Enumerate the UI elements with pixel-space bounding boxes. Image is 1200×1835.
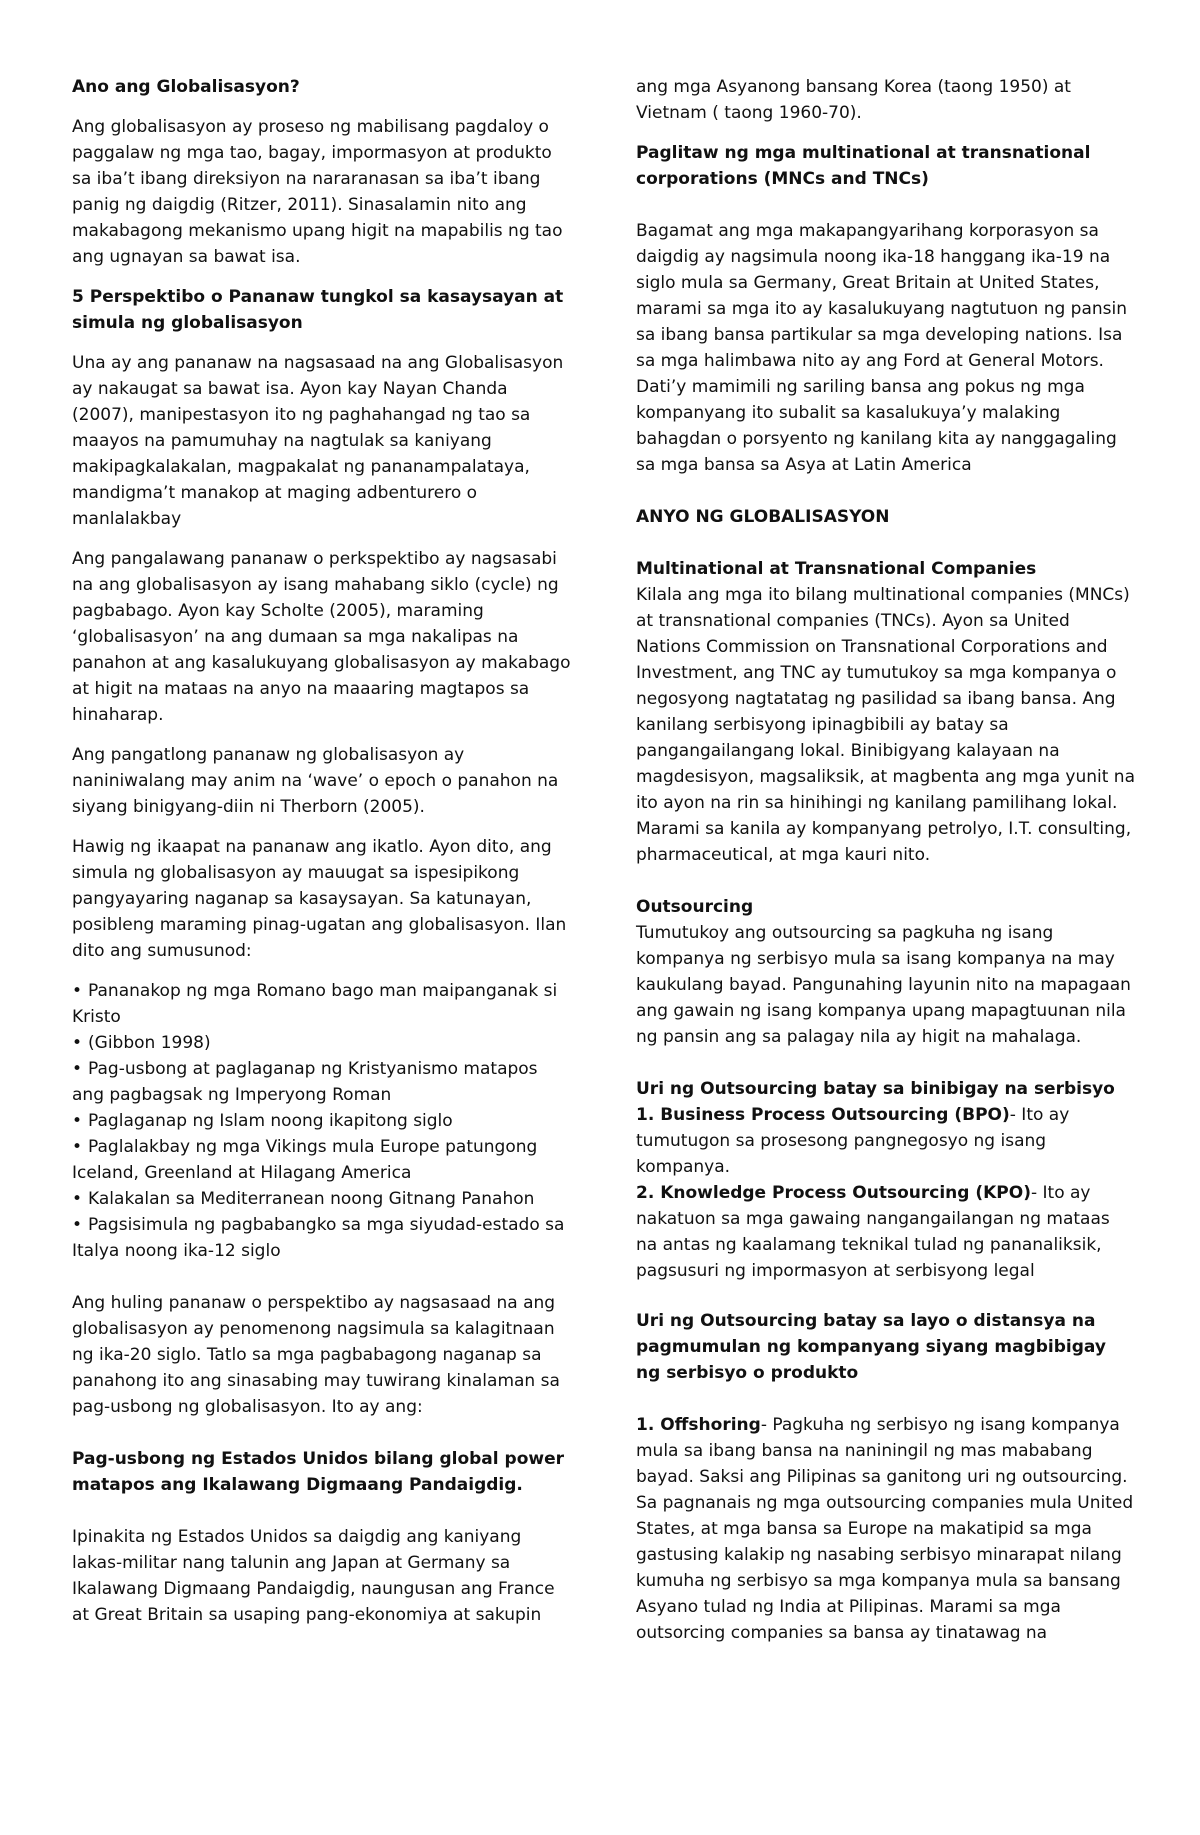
mnc-rise-paragraph: Bagamat ang mga makapangyarihang korporasyon sa daigdig ay nagsimula noong ika-18 hanggang ika-19 na siglo mula sa Germany, Great Britain at United States, marami sa mga ito ay kasalukuyang nagtutuon ng pansin sa ibang bansa partikular sa mga developing nations. Isa sa mga halimbawa nito ay ang Ford at General Motors. Dati’y mamimili ng sariling bansa ang pokus ng mga kompanyang ito subalit sa kasalukuya’y malaking bahagdan o porsyento ng kanilang kita ay nanggagaling sa mga bansa sa Asya at Latin America <box>636 221 1128 475</box>
continuation-paragraph: ang mga Asyanong bansang Korea (taong 1950) at Vietnam ( taong 1960-70). <box>636 77 1071 123</box>
spacer <box>72 1434 572 1446</box>
list-item-text: Paglaganap ng Islam noong ikapitong siglo <box>88 1111 453 1131</box>
bullet-icon: • <box>72 1059 83 1079</box>
bpo-label: 1. Business Process Outsourcing (BPO) <box>636 1105 1010 1125</box>
paragraph-huling-pananaw: Ang huling pananaw o perspektibo ay nagsasaad na ang globalisasyon ay penomenong nagsimula sa kalagitnaan ng ika-20 siglo. Tatlo sa mga pagbabagong naganap sa panahong ito ang sinasabing may tuwirang kinalaman sa pag-usbong ng globalisasyon. Ito ay ang: <box>72 1293 560 1417</box>
paragraph-ikaapat-na-pananaw: Hawig ng ikaapat na pananaw ang ikatlo. Ayon dito, ang simula ng globalisasyon ay mauugat sa ispesipikong pangyayaring naganap sa kasaysayan. Sa katunayan, posibleng maraming pinag-ugatan ang globalisasyon. Ilan dito ang sumusunod: <box>72 837 567 961</box>
outsourcing-heading: Outsourcing <box>636 897 754 917</box>
list-item <box>72 1134 572 1186</box>
bullet-icon: • <box>72 1137 83 1157</box>
offshoring-item <box>636 1412 1136 1646</box>
paragraph-estados-unidos: Ipinakita ng Estados Unidos sa daigdig ang kaniyang lakas-militar nang talunin ang Japan at Germany sa Ikalawang Digmaang Pandaigdig, naungusan ang France at Great Britain sa usaping pang-ekonomiya at sakupin <box>72 1527 555 1625</box>
bullet-icon: • <box>72 1215 83 1235</box>
spacer <box>72 1512 572 1524</box>
bpo-text: - Ito ay tumutugon sa prosesong pangnegosyo ng isang kompanya. <box>636 1105 1070 1177</box>
spacer <box>636 206 1136 218</box>
estados-unidos-heading: Pag-usbong ng Estados Unidos bilang global power matapos ang Ikalawang Digmaang Pandaigdig. <box>72 1449 564 1495</box>
list-item-text: Pananakop ng mga Romano bago man maipanganak si Kristo <box>72 981 558 1027</box>
spacer <box>636 544 1136 556</box>
spacer <box>636 1064 1136 1076</box>
anyo-heading: ANYO NG GLOBALISASYON <box>636 507 890 527</box>
mnc-heading: Multinational at Transnational Companies <box>636 559 1037 579</box>
paragraph-pangalawang-pananaw: Ang pangalawang pananaw o perkspektibo ay nagsasabi na ang globalisasyon ay isang mahabang siklo (cycle) ng pagbabago. Ayon kay Scholte (2005), maraming ‘globalisasyon’ na ang dumaan sa mga nakalipas na panahon at ang kasalukuyang globalisasyon ay makabago at higit na mataas na anyo na maaaring magtapos sa hinaharap. <box>72 549 571 725</box>
perspektibo-heading: 5 Perspektibo o Pananaw tungkol sa kasaysayan at simula ng globalisasyon <box>72 287 564 333</box>
list-item <box>72 1212 572 1264</box>
list-item-text: Paglalakbay ng mga Vikings mula Europe patungong Iceland, Greenland at Hilagang America <box>72 1137 538 1183</box>
uri-serbisyo-heading: Uri ng Outsourcing batay sa binibigay na serbisyo <box>636 1079 1115 1099</box>
uri-distansya-heading: Uri ng Outsourcing batay sa layo o distansya na pagmumulan ng kompanyang siyang magbibigay ng serbisyo o produkto <box>636 1311 1106 1383</box>
list-item <box>72 978 572 1030</box>
right-column <box>636 74 1136 1646</box>
bullet-list <box>72 978 572 1264</box>
list-item <box>72 1108 572 1134</box>
kpo-label: 2. Knowledge Process Outsourcing (KPO) <box>636 1183 1031 1203</box>
spacer <box>636 1296 1136 1308</box>
list-item-text: Pag-usbong at paglaganap ng Kristyanismo matapos ang pagbagsak ng Imperyong Roman <box>72 1059 538 1105</box>
offshoring-label: 1. Offshoring <box>636 1415 761 1435</box>
paragraph-pangatlong-pananaw: Ang pangatlong pananaw ng globalisasyon ay naniniwalang may anim na ‘wave’ o epoch o panahon na siyang binigyang-diin ni Therborn (2005). <box>72 745 559 817</box>
list-item-text: Kalakalan sa Mediterranean noong Gitnang Panahon <box>88 1189 535 1209</box>
kpo-item <box>636 1180 1136 1284</box>
paragraph-unang-pananaw: Una ay ang pananaw na nagsasaad na ang Globalisasyon ay nakaugat sa bawat isa. Ayon kay Nayan Chanda (2007), manipestasyon ito ng paghahangad ng tao sa maayos na pamumuhay na nagtulak sa kaniyang makipagkalakalan, magpakalat ng pananampalataya, mandigma’t manakop at maging adbenturero o manlalakbay <box>72 353 564 529</box>
spacer <box>636 882 1136 894</box>
document-title: Ano ang Globalisasyon? <box>72 77 300 97</box>
left-column <box>72 74 572 1642</box>
bullet-icon: • <box>72 1111 83 1131</box>
mnc-paragraph: Kilala ang mga ito bilang multinational companies (MNCs) at transnational companies (TNCs). Ayon sa United Nations Commission on Transnational Corporations and Investment, ang TNC ay tumutukoy sa mga kompanya o negosyong nagtatatag ng pasilidad sa ibang bansa. Ang kanilang serbisyong ipinagbibili ay batay sa pangangailangang lokal. Binibigyang kalayaan na magdesisyon, magsaliksik, at magbenta ang mga yunit na ito ayon na rin sa hinihingi ng kanilang pamilihang lokal. Marami sa kanila ay kompanyang petrolyo, I.T. consulting, pharmaceutical, at mga kauri nito. <box>636 585 1135 865</box>
list-item <box>72 1030 572 1056</box>
kpo-text: - Ito ay nakatuon sa mga gawaing nangangailangan ng mataas na antas ng kaalamang teknikal tulad ng pananaliksik, pagsusuri ng impormasyon at serbisyong legal <box>636 1183 1110 1281</box>
spacer <box>636 492 1136 504</box>
list-item-text: (Gibbon 1998) <box>88 1033 211 1053</box>
offshoring-text: - Pagkuha ng serbisyo ng isang kompanya mula sa ibang bansa na naniningil ng mas mababang bayad. Saksi ang Pilipinas sa ganitong uri ng outsourcing. Sa pagnanais ng mga outsourcing companies mula United States, at mga bansa sa Europe na makatipid sa mga gastusing kalakip ng nasabing serbisyo minarapat nilang kumuha ng serbisyo sa mga kompanya mula sa bansang Asyano tulad ng India at Pilipinas. Marami sa mga outsorcing companies sa bansa ay tinatawag na <box>636 1415 1134 1643</box>
bullet-icon: • <box>72 1033 83 1053</box>
spacer <box>636 1284 1136 1296</box>
outsourcing-paragraph: Tumutukoy ang outsourcing sa pagkuha ng isang kompanya ng serbisyo mula sa isang kompanya na may kaukulang bayad. Pangunahing layunin nito na mapagaan ang gawain ng isang kompanya upang mapagtuunan nila ng pansin ang sa palagay nila ay higit na mahalaga. <box>636 923 1131 1047</box>
list-item-text: Pagsisimula ng pagbabangko sa mga siyudad-estado sa Italya noong ika-12 siglo <box>72 1215 565 1261</box>
intro-paragraph: Ang globalisasyon ay proseso ng mabilisang pagdaloy o paggalaw ng mga tao, bagay, impormasyon at produkto sa iba’t ibang direksiyon na nararanasan sa iba’t ibang panig ng daigdig (Ritzer, 2011). Sinasalamin nito ang makabagong mekanismo upang higit na mapabilis ng tao ang ugnayan sa bawat isa. <box>72 117 563 267</box>
bpo-item <box>636 1102 1136 1180</box>
list-item <box>72 1186 572 1212</box>
spacer <box>72 1278 572 1290</box>
bullet-icon: • <box>72 981 83 1001</box>
spacer <box>636 1400 1136 1412</box>
bullet-icon: • <box>72 1189 83 1209</box>
mnc-rise-heading: Paglitaw ng mga multinational at transnational corporations (MNCs and TNCs) <box>636 143 1091 189</box>
list-item <box>72 1056 572 1108</box>
